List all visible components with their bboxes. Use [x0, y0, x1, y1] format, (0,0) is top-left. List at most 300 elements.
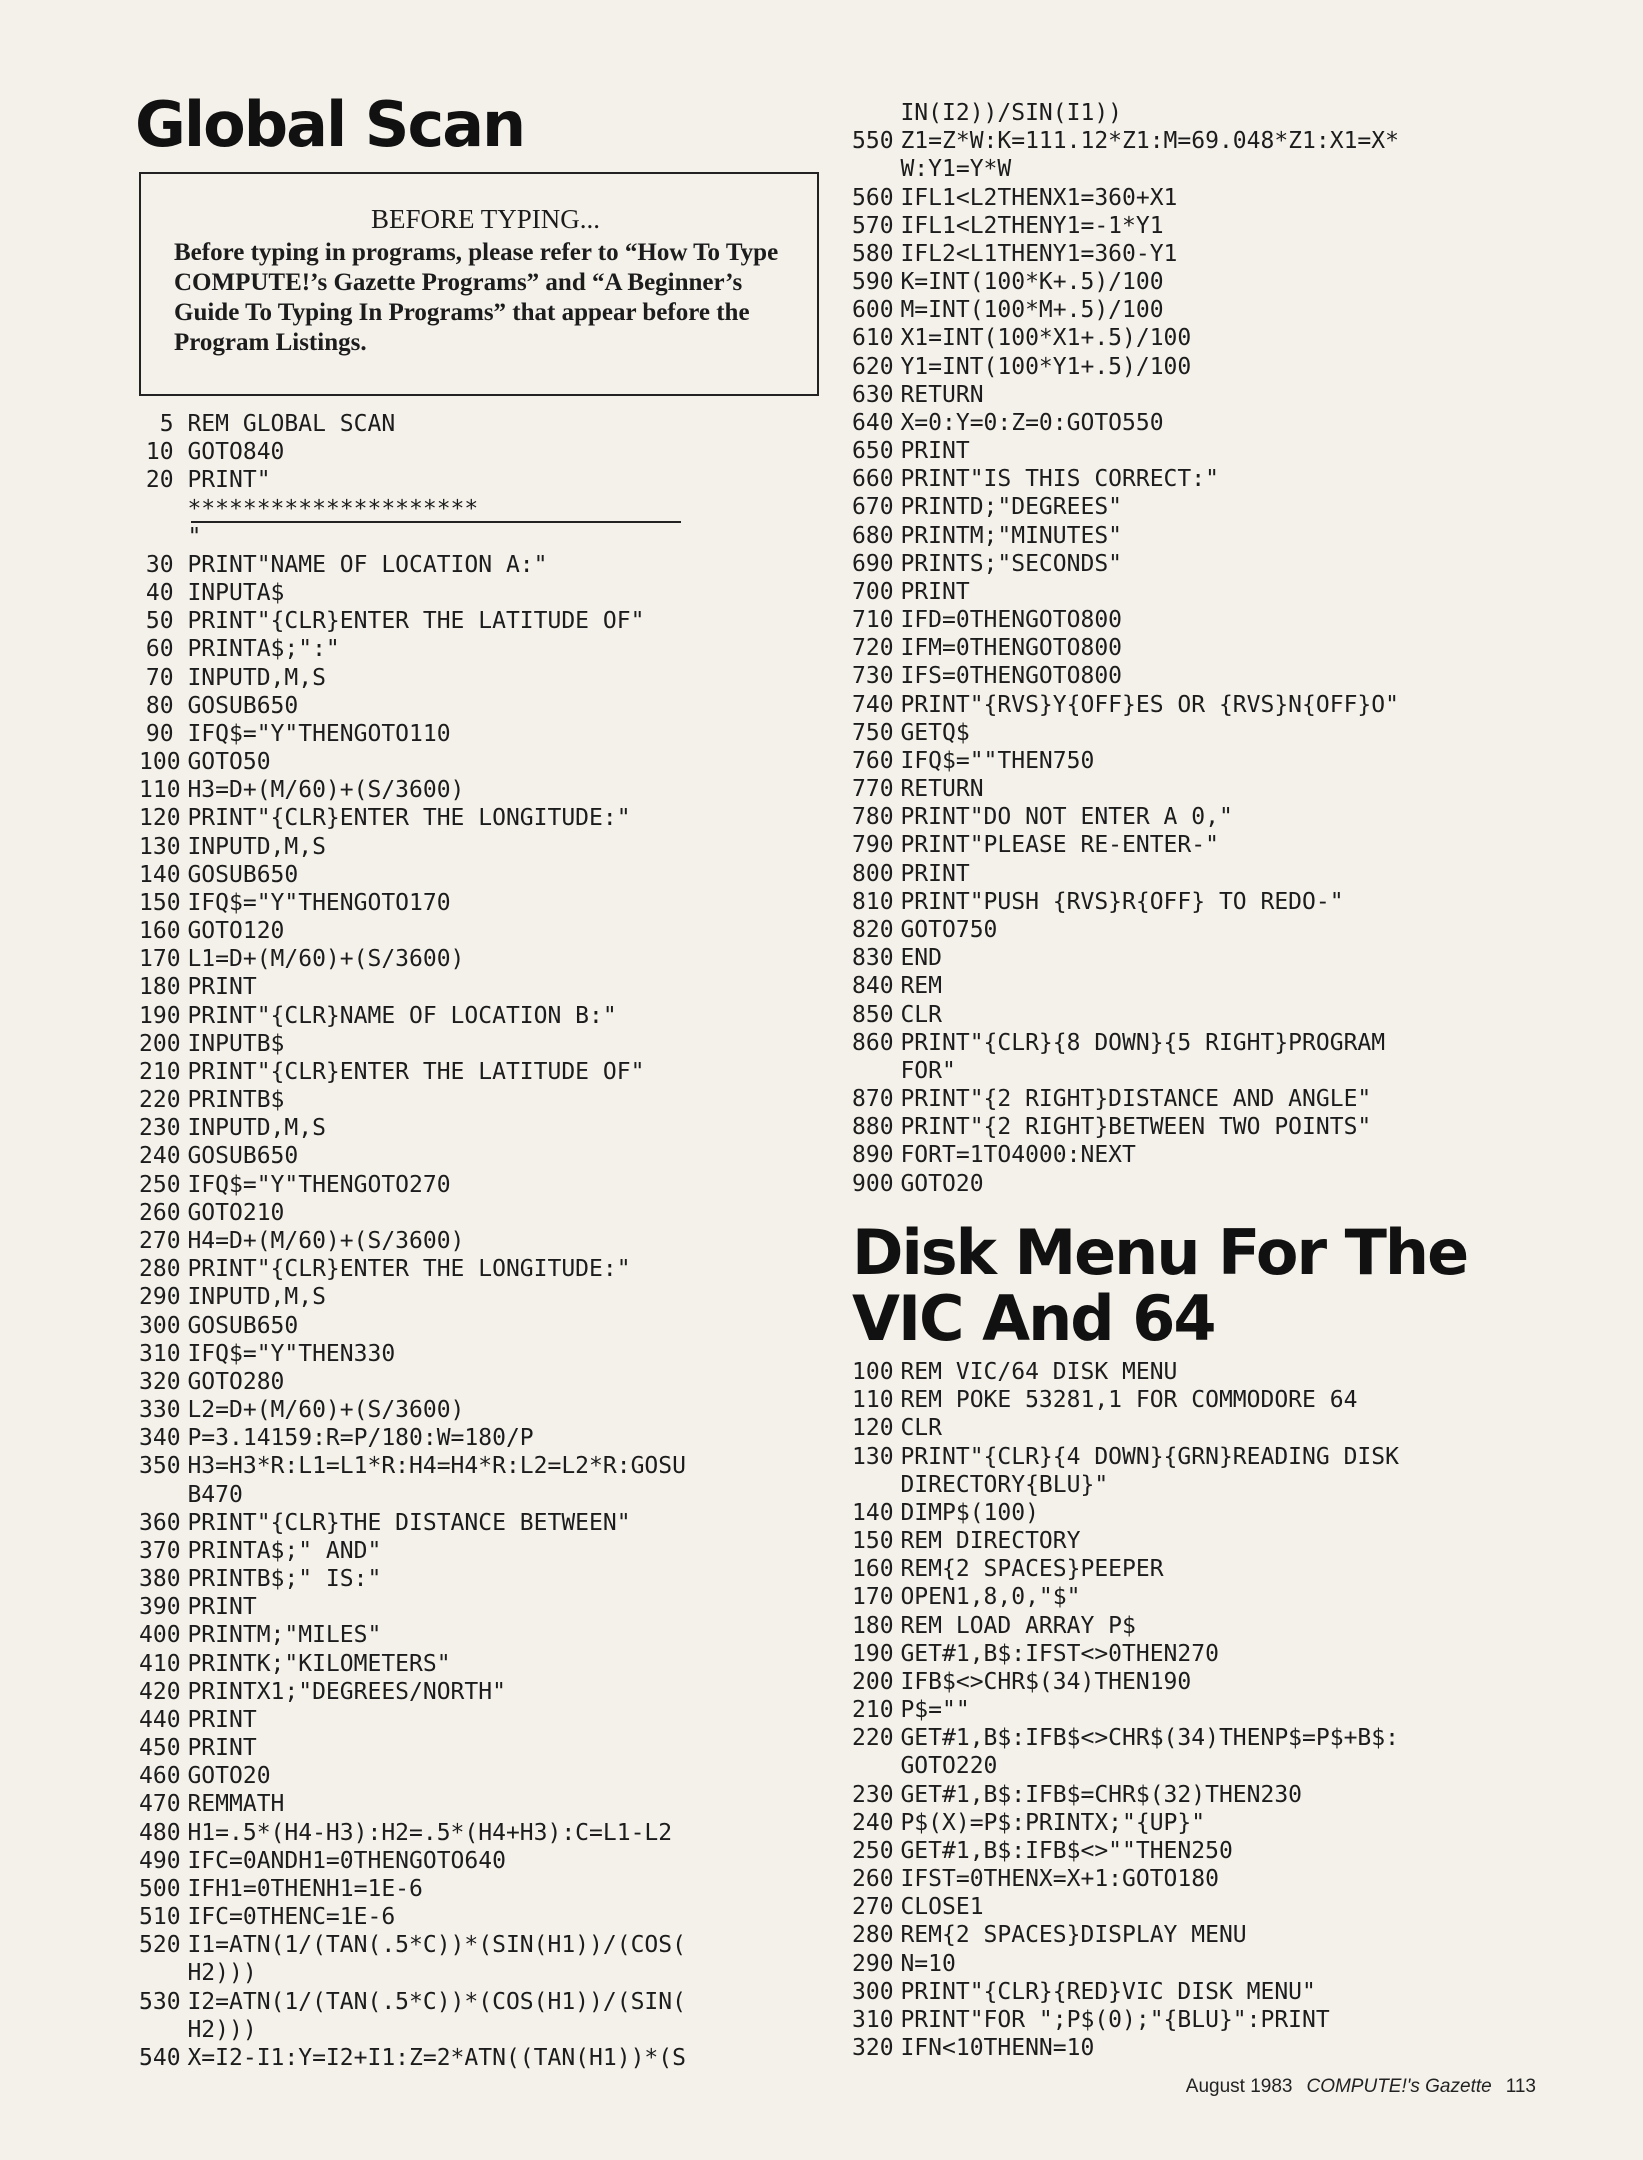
code-line [139, 1565, 686, 1593]
code-line [852, 2034, 1399, 2062]
code-text: GOTO750 [900, 916, 998, 943]
line-number: 400 [139, 1622, 181, 1649]
code-text: IFB$<>CHR$(34)THEN190 [900, 1668, 1192, 1695]
code-line [139, 1142, 686, 1170]
page-number: 113 [1505, 2076, 1536, 2097]
code-text: X=0:Y=0:Z=0:GOTO550 [900, 409, 1164, 436]
line-number: 110 [139, 777, 181, 804]
line-number: 230 [852, 1781, 894, 1808]
code-line [139, 1368, 686, 1396]
code-text: CLR [900, 1001, 942, 1028]
code-text: GOTO210 [187, 1199, 285, 1226]
code-text: IFQ$="Y"THENGOTO270 [187, 1171, 451, 1198]
line-number: 120 [852, 1415, 894, 1442]
code-text: M=INT(100*M+.5)/100 [900, 297, 1164, 324]
code-text: H2))) [187, 1960, 257, 1987]
line-number: 650 [852, 438, 894, 465]
code-text: DIMP$(100) [900, 1499, 1039, 1526]
article-title-global-scan: Global Scan [135, 88, 525, 161]
code-line [139, 579, 686, 607]
line-number: 330 [139, 1397, 181, 1424]
line-number: 190 [852, 1640, 894, 1667]
code-line [852, 1414, 1399, 1442]
code-line [852, 775, 1399, 803]
code-text: H1=.5*(H4-H3):H2=.5*(H4+H3):C=L1-L2 [187, 1819, 673, 1846]
code-text: IFST=0THENX=X+1:GOTO180 [900, 1866, 1219, 1893]
code-text: L1=D+(M/60)+(S/3600) [187, 946, 465, 973]
global-scan-listing-right [852, 99, 1399, 1198]
code-text: PRINTX1;"DEGREES/NORTH" [187, 1678, 506, 1705]
line-number: 160 [139, 918, 181, 945]
code-line [139, 917, 686, 945]
code-line [139, 1509, 686, 1537]
code-line [139, 833, 686, 861]
code-line [852, 296, 1399, 324]
code-text: X1=INT(100*X1+.5)/100 [900, 325, 1192, 352]
code-text: GOTO120 [187, 918, 285, 945]
code-text: GET#1,B$:IFST<>0THEN270 [900, 1640, 1219, 1667]
code-line [852, 1029, 1399, 1057]
line-number: 630 [852, 381, 894, 408]
line-number: 640 [852, 409, 894, 436]
code-line [852, 662, 1399, 690]
code-line [139, 523, 686, 551]
code-text: GET#1,B$:IFB$<>CHR$(34)THENP$=P$+B$: [900, 1725, 1399, 1752]
code-line [852, 944, 1399, 972]
line-number: 300 [852, 1978, 894, 2005]
code-text: REM [900, 973, 942, 1000]
line-number: 600 [852, 297, 894, 324]
code-text: PRINT"{CLR}{8 DOWN}{5 RIGHT}PROGRAM [900, 1029, 1386, 1056]
code-line [139, 692, 686, 720]
line-number: 210 [852, 1697, 894, 1724]
line-number: 900 [852, 1170, 894, 1197]
code-line [139, 1114, 686, 1142]
line-number: 360 [139, 1509, 181, 1536]
code-text: GETQ$ [900, 719, 970, 746]
line-number: 580 [852, 240, 894, 267]
code-line [852, 972, 1399, 1000]
line-number: 90 [145, 720, 174, 747]
code-line [852, 1893, 1399, 1921]
footer-date: August 1983 [1185, 2076, 1293, 2097]
code-text: IFC=0THENC=1E-6 [187, 1904, 396, 1931]
code-text: REM VIC/64 DISK MENU [900, 1359, 1178, 1385]
line-number: 290 [852, 1950, 894, 1977]
code-text: PRINTB$ [187, 1087, 285, 1114]
line-number: 80 [145, 692, 174, 719]
line-number: 250 [852, 1837, 894, 1864]
line-number: 270 [139, 1227, 181, 1254]
code-line [139, 664, 686, 692]
code-text: GOTO20 [900, 1170, 984, 1197]
code-text: CLOSE1 [900, 1894, 984, 1921]
line-number: 320 [139, 1368, 181, 1395]
code-text: GOSUB650 [187, 861, 299, 888]
code-line [852, 916, 1399, 944]
code-line [139, 1621, 686, 1649]
line-number: 790 [852, 832, 894, 859]
code-line [139, 748, 686, 776]
code-text: X=I2-I1:Y=I2+I1:Z=2*ATN((TAN(H1))*(S [187, 2044, 686, 2071]
code-line [139, 804, 686, 832]
code-line [139, 1481, 686, 1509]
code-line [852, 691, 1399, 719]
code-line [139, 1875, 686, 1903]
code-text: " [187, 523, 202, 550]
code-line [139, 1340, 686, 1368]
code-line [139, 1030, 686, 1058]
code-line [852, 634, 1399, 662]
code-line [852, 381, 1399, 409]
code-line [852, 1612, 1399, 1640]
line-number: 180 [852, 1612, 894, 1639]
disk-menu-listing [852, 1358, 1399, 2062]
line-number: 760 [852, 747, 894, 774]
code-text: END [900, 945, 942, 972]
line-number: 440 [139, 1706, 181, 1733]
line-number: 260 [852, 1866, 894, 1893]
line-number: 100 [852, 1359, 894, 1385]
line-number: 680 [852, 522, 894, 549]
code-line [852, 1809, 1399, 1837]
code-line [852, 465, 1399, 493]
line-number: 450 [139, 1735, 181, 1762]
code-text: IFC=0ANDH1=0THENGOTO640 [187, 1847, 506, 1874]
line-number: 750 [852, 719, 894, 746]
code-text: PRINT"{CLR}ENTER THE LATITUDE OF" [187, 608, 645, 635]
code-line [139, 1959, 686, 1987]
code-line [139, 1396, 686, 1424]
code-text: PRINT [900, 860, 970, 887]
line-number: 420 [139, 1678, 181, 1705]
code-text: PRINT"{CLR}THE DISTANCE BETWEEN" [187, 1509, 631, 1536]
code-line [852, 1724, 1399, 1752]
code-text: REM POKE 53281,1 FOR COMMODORE 64 [900, 1387, 1358, 1414]
line-number: 890 [852, 1142, 894, 1169]
code-text: PRINT"{RVS}Y{OFF}ES OR {RVS}N{OFF}O" [900, 691, 1399, 718]
line-number: 570 [852, 212, 894, 239]
code-line [852, 578, 1399, 606]
line-number: 20 [145, 467, 174, 494]
line-number: 770 [852, 776, 894, 803]
line-number: 870 [852, 1086, 894, 1113]
code-text: IFL1<L2THENY1=-1*Y1 [900, 212, 1164, 239]
code-text: PRINTB$;" IS:" [187, 1566, 382, 1593]
line-number: 540 [139, 2044, 181, 2071]
line-number: 320 [852, 2035, 894, 2062]
code-text: I1=ATN(1/(TAN(.5*C))*(SIN(H1))/(COS( [187, 1932, 686, 1959]
code-line [852, 1921, 1399, 1949]
line-number: 350 [139, 1453, 181, 1480]
line-number: 180 [139, 974, 181, 1001]
code-text: H3=D+(M/60)+(S/3600) [187, 777, 465, 804]
code-line [139, 1537, 686, 1565]
code-text: N=10 [900, 1950, 956, 1977]
code-line [852, 1555, 1399, 1583]
line-number: 840 [852, 973, 894, 1000]
line-number: 200 [139, 1030, 181, 1057]
code-text: GOTO220 [900, 1753, 998, 1780]
code-text: PRINT"PLEASE RE-ENTER-" [900, 832, 1219, 859]
line-number: 740 [852, 691, 894, 718]
code-line [852, 437, 1399, 465]
line-number: 130 [852, 1443, 894, 1470]
code-text: ********************* [187, 495, 479, 522]
code-line [139, 1312, 686, 1340]
line-number: 100 [139, 749, 181, 776]
line-number: 560 [852, 184, 894, 211]
line-number: 590 [852, 269, 894, 296]
code-text: PRINT"FOR ";P$(0);"{BLU}":PRINT [900, 2006, 1330, 2033]
code-line [139, 1283, 686, 1311]
code-line [139, 1452, 686, 1480]
code-text: PRINT"IS THIS CORRECT:" [900, 466, 1219, 493]
code-text: PRINT [187, 1594, 257, 1621]
line-number: 310 [139, 1340, 181, 1367]
line-number: 520 [139, 1932, 181, 1959]
line-number: 530 [139, 1988, 181, 2015]
code-text: PRINT"{CLR}ENTER THE LONGITUDE:" [187, 1256, 631, 1283]
code-line [852, 1170, 1399, 1198]
code-text: INPUTB$ [187, 1030, 285, 1057]
code-line [852, 1386, 1399, 1414]
code-text: Y1=INT(100*Y1+.5)/100 [900, 353, 1192, 380]
code-line [852, 1668, 1399, 1696]
code-text: PRINT" [187, 467, 271, 494]
code-line [139, 410, 686, 438]
code-text: REM DIRECTORY [900, 1528, 1081, 1555]
code-line [139, 720, 686, 748]
code-line [852, 1978, 1399, 2006]
code-text: RETURN [900, 381, 984, 408]
code-text: PRINT [900, 578, 970, 605]
code-line [852, 268, 1399, 296]
code-line [852, 1499, 1399, 1527]
code-line [852, 127, 1399, 155]
line-number: 200 [852, 1668, 894, 1695]
code-line [139, 1171, 686, 1199]
code-line [139, 2016, 686, 2044]
code-line [852, 155, 1399, 183]
code-text: IFH1=0THENH1=1E-6 [187, 1875, 423, 1902]
code-line [852, 2006, 1399, 2034]
code-line [139, 1988, 686, 2016]
code-text: REMMATH [187, 1791, 285, 1818]
code-line [139, 1650, 686, 1678]
code-text: GOTO50 [187, 749, 271, 776]
code-line [139, 1002, 686, 1030]
code-text: INPUTD,M,S [187, 1284, 326, 1311]
code-line [139, 1734, 686, 1762]
line-number: 120 [139, 805, 181, 832]
line-number: 140 [852, 1499, 894, 1526]
code-line [852, 1640, 1399, 1668]
code-text: H4=D+(M/60)+(S/3600) [187, 1227, 465, 1254]
line-number: 10 [145, 439, 174, 466]
line-number: 510 [139, 1904, 181, 1931]
code-text: GOTO840 [187, 439, 285, 466]
code-text: PRINT"{CLR}NAME OF LOCATION B:" [187, 1002, 617, 1029]
code-text: IFQ$="Y"THENGOTO110 [187, 720, 451, 747]
code-text: GET#1,B$:IFB$<>""THEN250 [900, 1837, 1233, 1864]
code-line [852, 1113, 1399, 1141]
line-number: 60 [145, 636, 174, 663]
line-number: 690 [852, 550, 894, 577]
line-number: 800 [852, 860, 894, 887]
code-text: IFQ$="Y"THENGOTO170 [187, 889, 451, 916]
line-number: 660 [852, 466, 894, 493]
line-number: 860 [852, 1029, 894, 1056]
code-text: INPUTD,M,S [187, 664, 326, 691]
code-line [852, 1141, 1399, 1169]
code-line [852, 860, 1399, 888]
code-line [139, 1678, 686, 1706]
code-text: REM{2 SPACES}PEEPER [900, 1556, 1164, 1583]
code-line [139, 438, 686, 466]
code-line [852, 1057, 1399, 1085]
code-text: PRINTK;"KILOMETERS" [187, 1650, 451, 1677]
line-number: 110 [852, 1387, 894, 1414]
code-line [852, 1837, 1399, 1865]
code-line [852, 212, 1399, 240]
code-text: PRINTA$;":" [187, 636, 340, 663]
code-line [139, 1086, 686, 1114]
code-text: PRINT"{CLR}{4 DOWN}{GRN}READING DISK [900, 1443, 1399, 1470]
before-typing-notice [139, 172, 819, 396]
code-text: PRINTD;"DEGREES" [900, 494, 1123, 521]
code-line [852, 409, 1399, 437]
code-line [139, 635, 686, 663]
line-number: 670 [852, 494, 894, 521]
line-number: 50 [145, 608, 174, 635]
line-number: 480 [139, 1819, 181, 1846]
line-number: 380 [139, 1566, 181, 1593]
line-number: 460 [139, 1763, 181, 1790]
code-line [852, 1781, 1399, 1809]
code-text: REM{2 SPACES}DISPLAY MENU [900, 1922, 1247, 1949]
code-line [852, 888, 1399, 916]
line-number: 620 [852, 353, 894, 380]
title-line-1: Disk Menu For The [852, 1216, 1468, 1289]
code-line [852, 99, 1399, 127]
line-number: 550 [852, 128, 894, 155]
code-line [852, 1443, 1399, 1471]
code-text: REM GLOBAL SCAN [187, 411, 396, 437]
line-number: 220 [852, 1725, 894, 1752]
code-text: RETURN [900, 776, 984, 803]
line-number: 170 [139, 946, 181, 973]
line-number: 780 [852, 804, 894, 831]
code-text: P$="" [900, 1697, 970, 1724]
code-line [139, 973, 686, 1001]
code-line [139, 466, 686, 494]
code-text: I2=ATN(1/(TAN(.5*C))*(COS(H1))/(SIN( [187, 1988, 686, 2015]
code-line [139, 1424, 686, 1452]
code-text: PRINT"{2 RIGHT}DISTANCE AND ANGLE" [900, 1086, 1372, 1113]
code-text: PRINT"{CLR}{RED}VIC DISK MENU" [900, 1978, 1316, 2005]
code-text: H2))) [187, 2016, 257, 2043]
line-number: 880 [852, 1114, 894, 1141]
code-line [852, 831, 1399, 859]
line-number: 40 [145, 580, 174, 607]
code-text: L2=D+(M/60)+(S/3600) [187, 1397, 465, 1424]
line-number: 190 [139, 1002, 181, 1029]
code-text: IFM=0THENGOTO800 [900, 635, 1123, 662]
code-line [852, 1471, 1399, 1499]
code-line [139, 551, 686, 579]
code-line [852, 1950, 1399, 1978]
line-number: 220 [139, 1087, 181, 1114]
code-line [852, 240, 1399, 268]
code-line [852, 1358, 1399, 1386]
line-number: 70 [145, 664, 174, 691]
code-line [852, 1001, 1399, 1029]
code-text: PRINT"DO NOT ENTER A 0," [900, 804, 1233, 831]
code-text: INPUTD,M,S [187, 833, 326, 860]
code-line [139, 1593, 686, 1621]
code-text: GET#1,B$:IFB$=CHR$(32)THEN230 [900, 1781, 1303, 1808]
code-text: REM LOAD ARRAY P$ [900, 1612, 1136, 1639]
line-number: 720 [852, 635, 894, 662]
code-text: PRINTM;"MINUTES" [900, 522, 1123, 549]
code-text: PRINT"{2 RIGHT}BETWEEN TWO POINTS" [900, 1114, 1372, 1141]
code-text: B470 [187, 1481, 243, 1508]
code-line [139, 1819, 686, 1847]
code-line [139, 776, 686, 804]
line-number: 830 [852, 945, 894, 972]
title-line-2: VIC And 64 [852, 1282, 1215, 1355]
line-number: 160 [852, 1556, 894, 1583]
code-text: PRINTS;"SECONDS" [900, 550, 1123, 577]
code-text: PRINT"{CLR}ENTER THE LONGITUDE:" [187, 805, 631, 832]
code-text: IFN<10THENN=10 [900, 2035, 1095, 2062]
code-line [139, 1931, 686, 1959]
line-number: 170 [852, 1584, 894, 1611]
line-number: 240 [139, 1143, 181, 1170]
code-text: PRINT [900, 438, 970, 465]
code-line [139, 861, 686, 889]
code-text: IFS=0THENGOTO800 [900, 663, 1123, 690]
code-text: IFQ$="Y"THEN330 [187, 1340, 396, 1367]
line-number: 410 [139, 1650, 181, 1677]
line-number: 300 [139, 1312, 181, 1339]
code-text: INPUTA$ [187, 580, 285, 607]
line-number: 130 [139, 833, 181, 860]
code-line [852, 1527, 1399, 1555]
line-number: 210 [139, 1058, 181, 1085]
code-line [139, 1255, 686, 1283]
line-number: 470 [139, 1791, 181, 1818]
global-scan-listing-left [139, 410, 686, 2072]
code-text: PRINT"PUSH {RVS}R{OFF} TO REDO-" [900, 888, 1344, 915]
code-text: PRINT"{CLR}ENTER THE LATITUDE OF" [187, 1058, 645, 1085]
line-number: 280 [139, 1256, 181, 1283]
code-line [139, 1847, 686, 1875]
code-line [852, 803, 1399, 831]
code-text: GOTO20 [187, 1763, 271, 1790]
code-text: IFL1<L2THENX1=360+X1 [900, 184, 1178, 211]
notice-heading: BEFORE TYPING... [370, 204, 601, 234]
code-line [139, 1790, 686, 1818]
line-number: 730 [852, 663, 894, 690]
code-line [139, 1227, 686, 1255]
code-text: GOSUB650 [187, 692, 299, 719]
line-number: 500 [139, 1875, 181, 1902]
code-text: P$(X)=P$:PRINTX;"{UP}" [900, 1809, 1206, 1836]
code-text: IFQ$=""THEN750 [900, 747, 1095, 774]
code-text: GOTO280 [187, 1368, 285, 1395]
